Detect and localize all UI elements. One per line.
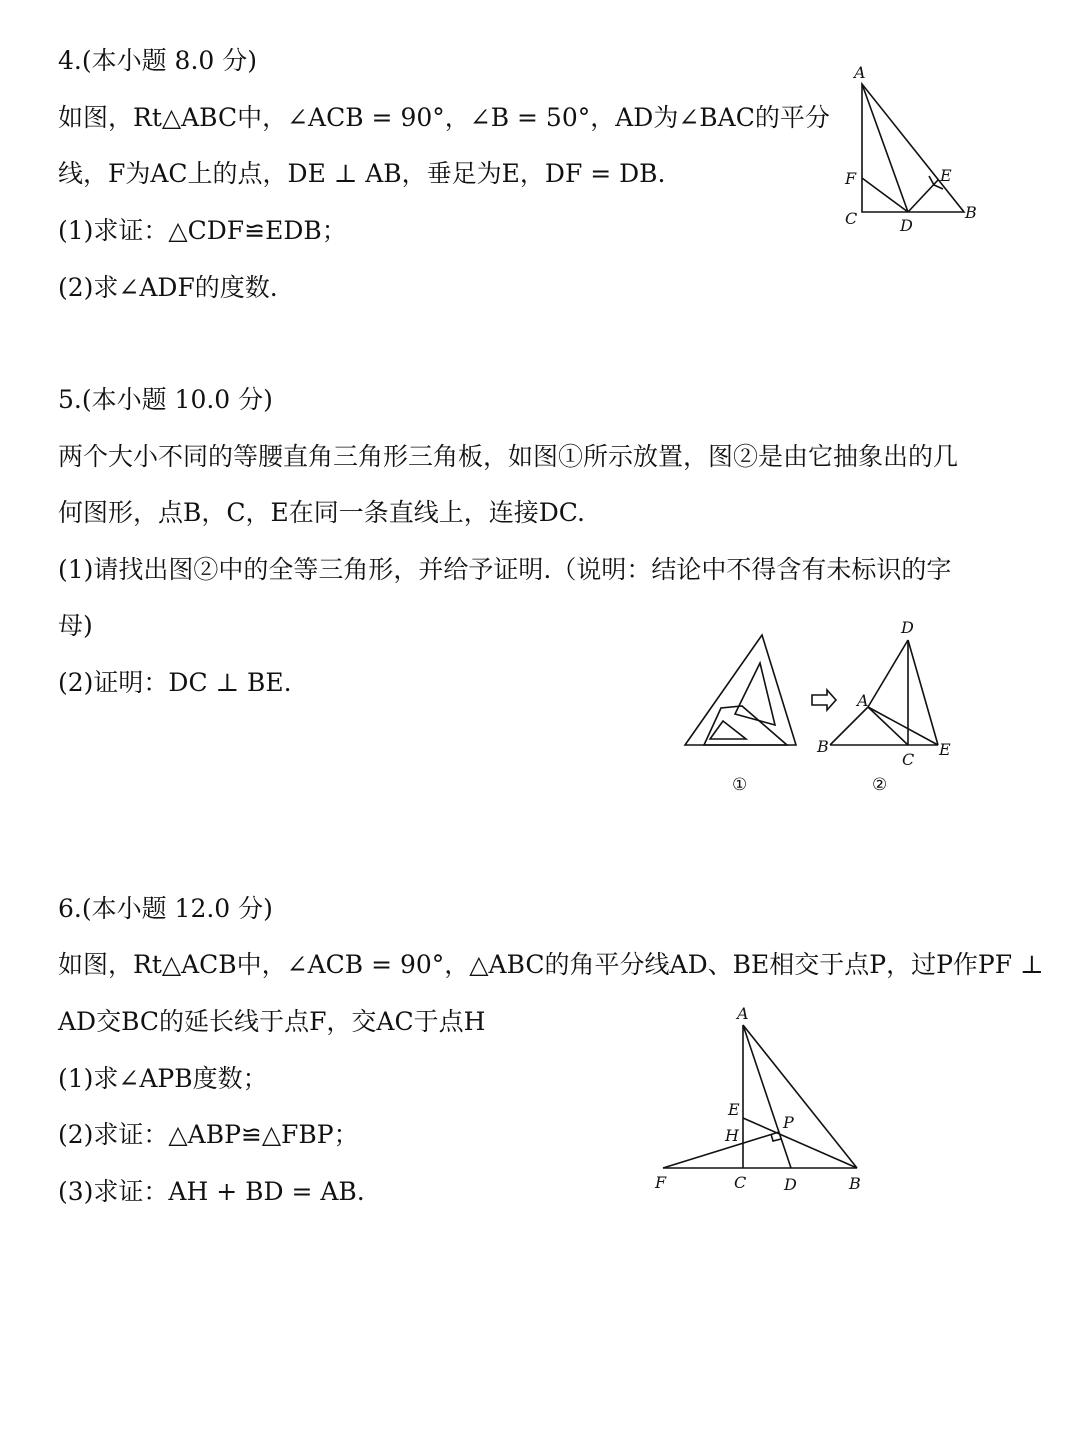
label-d: D bbox=[901, 618, 914, 637]
problem-6-line-1: 如图，Rt△ACB中，∠ACB = 90°，△ABC的角平分线AD、BE相交于点P，过P作PF ⊥ bbox=[58, 950, 1044, 979]
figure-1-caption: ① bbox=[732, 775, 748, 795]
figure-2-geometry bbox=[830, 640, 938, 745]
label-e: E bbox=[728, 1100, 740, 1119]
figure-1-set-squares bbox=[685, 635, 796, 745]
problem-4-heading: 4.(本小题 8.0 分) bbox=[58, 46, 258, 75]
label-h: H bbox=[725, 1126, 739, 1145]
label-f: F bbox=[845, 169, 857, 188]
label-c: C bbox=[845, 209, 858, 228]
problem-5-figure bbox=[680, 615, 970, 800]
label-p: P bbox=[783, 1113, 794, 1132]
problem-6-question-1: (1)求∠APB度数； bbox=[58, 1064, 268, 1093]
problem-5-line-1: 两个大小不同的等腰直角三角形三角板，如图①所示放置，图②是由它抽象出的几 bbox=[58, 442, 959, 471]
label-e: E bbox=[940, 166, 952, 185]
problem-5-question-1-cont: 母) bbox=[58, 611, 93, 640]
large-set-square-hole bbox=[735, 663, 775, 725]
triangle-abc bbox=[862, 84, 964, 212]
label-d: D bbox=[784, 1175, 797, 1194]
label-e: E bbox=[939, 740, 951, 759]
problem-6-line-2: AD交BC的延长线于点F，交AC于点H bbox=[58, 1007, 486, 1036]
label-f: F bbox=[655, 1173, 667, 1192]
problem-5-question-1: (1)请找出图②中的全等三角形，并给予证明.（说明：结论中不得含有未标识的字 bbox=[58, 555, 952, 584]
label-b: B bbox=[817, 737, 829, 756]
segment-de bbox=[908, 640, 938, 745]
segment-be bbox=[743, 1118, 857, 1168]
problem-6-heading: 6.(本小题 12.0 分) bbox=[58, 894, 273, 923]
large-set-square bbox=[685, 635, 796, 745]
label-b: B bbox=[849, 1174, 861, 1193]
figure-2-caption: ② bbox=[872, 775, 888, 795]
label-b: B bbox=[965, 203, 977, 222]
problem-4-line-1: 如图，Rt△ABC中，∠ACB = 90°，∠B = 50°，AD为∠BAC的平分 bbox=[58, 103, 830, 132]
segment-fp bbox=[663, 1132, 779, 1168]
problem-4-figure bbox=[830, 60, 1000, 240]
label-c: C bbox=[902, 750, 915, 769]
problem-4-question-2: (2)求∠ADF的度数. bbox=[58, 273, 278, 302]
problem-5-heading: 5.(本小题 10.0 分) bbox=[58, 385, 273, 414]
segment-ad bbox=[862, 84, 908, 212]
segment-ba bbox=[830, 707, 868, 745]
problem-6-question-2: (2)求证：△ABP≌△FBP； bbox=[58, 1120, 359, 1149]
problem-6-question-3: (3)求证：AH + BD = AB. bbox=[58, 1177, 365, 1206]
small-set-square-hole bbox=[710, 721, 746, 739]
problem-5-question-2: (2)证明：DC ⊥ BE. bbox=[58, 668, 292, 697]
arrow-icon bbox=[812, 690, 836, 710]
label-c: C bbox=[734, 1173, 747, 1192]
label-a: A bbox=[737, 1004, 749, 1023]
problem-4-line-2: 线，F为AC上的点，DE ⊥ AB，垂足为E，DF = DB. bbox=[58, 159, 666, 188]
problem-5-line-2: 何图形，点B，C，E在同一条直线上，连接DC. bbox=[58, 498, 585, 527]
segment-ad bbox=[868, 640, 908, 707]
label-d: D bbox=[900, 216, 913, 235]
segment-ad bbox=[743, 1025, 791, 1168]
label-a: A bbox=[854, 63, 866, 82]
label-a: A bbox=[857, 691, 869, 710]
problem-6-figure bbox=[645, 1000, 875, 1200]
segment-ab bbox=[743, 1025, 857, 1168]
problem-4-question-1: (1)求证：△CDF≌EDB； bbox=[58, 216, 347, 245]
